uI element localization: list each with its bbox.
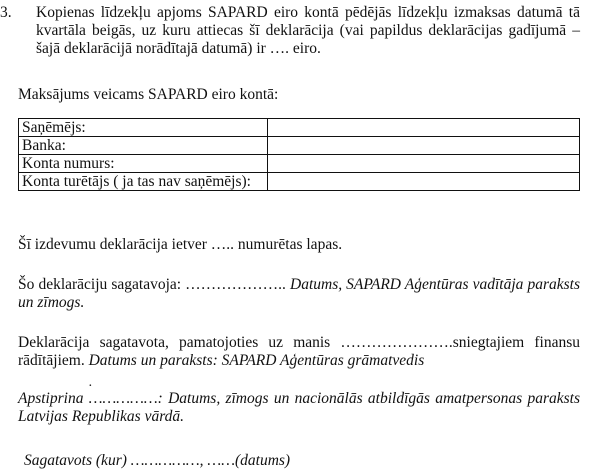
table-row [19, 119, 580, 137]
confirm-paragraph: Apstiprina ……………: Datums, zīmogs un nacionālās atbildīgās amatpersonas paraksts Latvijas Republikas vārdā. [18, 390, 580, 425]
item-number: 3. [0, 4, 12, 21]
payment-intro: Maksājums veicams SAPARD eiro kontā: [18, 86, 279, 103]
prepared-italic: Datums, SAPARD Aģentūras vadītāja paraksts un zīmogs. [18, 276, 580, 311]
table-row [19, 173, 580, 191]
financial-plain: Deklarācija sagatavota, pamatojoties uz manis ………………….sniegtajiem finansu rādītājiem. [18, 334, 580, 369]
prepared-paragraph [18, 276, 580, 312]
row-label-account-number: Konta numurs: [19, 155, 268, 173]
stray-dot: · [88, 379, 93, 394]
financial-italic: Datums un paraksts: SAPARD Aģentūras grāmatvedis [88, 352, 425, 369]
row-label-recipient: Saņēmējs: [19, 119, 268, 137]
row-value-account-number [268, 155, 580, 173]
row-label-bank: Banka: [19, 137, 268, 155]
row-value-bank [268, 137, 580, 155]
pages-line: Šī izdevumu deklarācija ietver ….. numurētas lapas. [18, 236, 343, 253]
table-row [19, 155, 580, 173]
financial-paragraph [18, 334, 580, 370]
place-date-line: Sagatavots (kur) ……………, ……(datums) [24, 452, 291, 469]
account-table [18, 118, 580, 191]
item-3-paragraph [0, 4, 580, 58]
item-3-text: Kopienas līdzekļu apjoms SAPARD eiro kontā pēdējās līdzekļu izmaksas datumā tā kvartāla beigās, uz kuru attiecas šī deklarācija (vai papildus deklarācijas gadījumā – šajā deklarācijā norādītajā datumā) ir …. eiro. [36, 4, 580, 57]
table-row [19, 137, 580, 155]
row-label-account-holder: Konta turētājs ( ja tas nav saņēmējs): [19, 173, 268, 191]
row-value-recipient [268, 119, 580, 137]
row-value-account-holder [268, 173, 580, 191]
prepared-plain: Šo deklarāciju sagatavoja: ……………….. [18, 276, 290, 293]
